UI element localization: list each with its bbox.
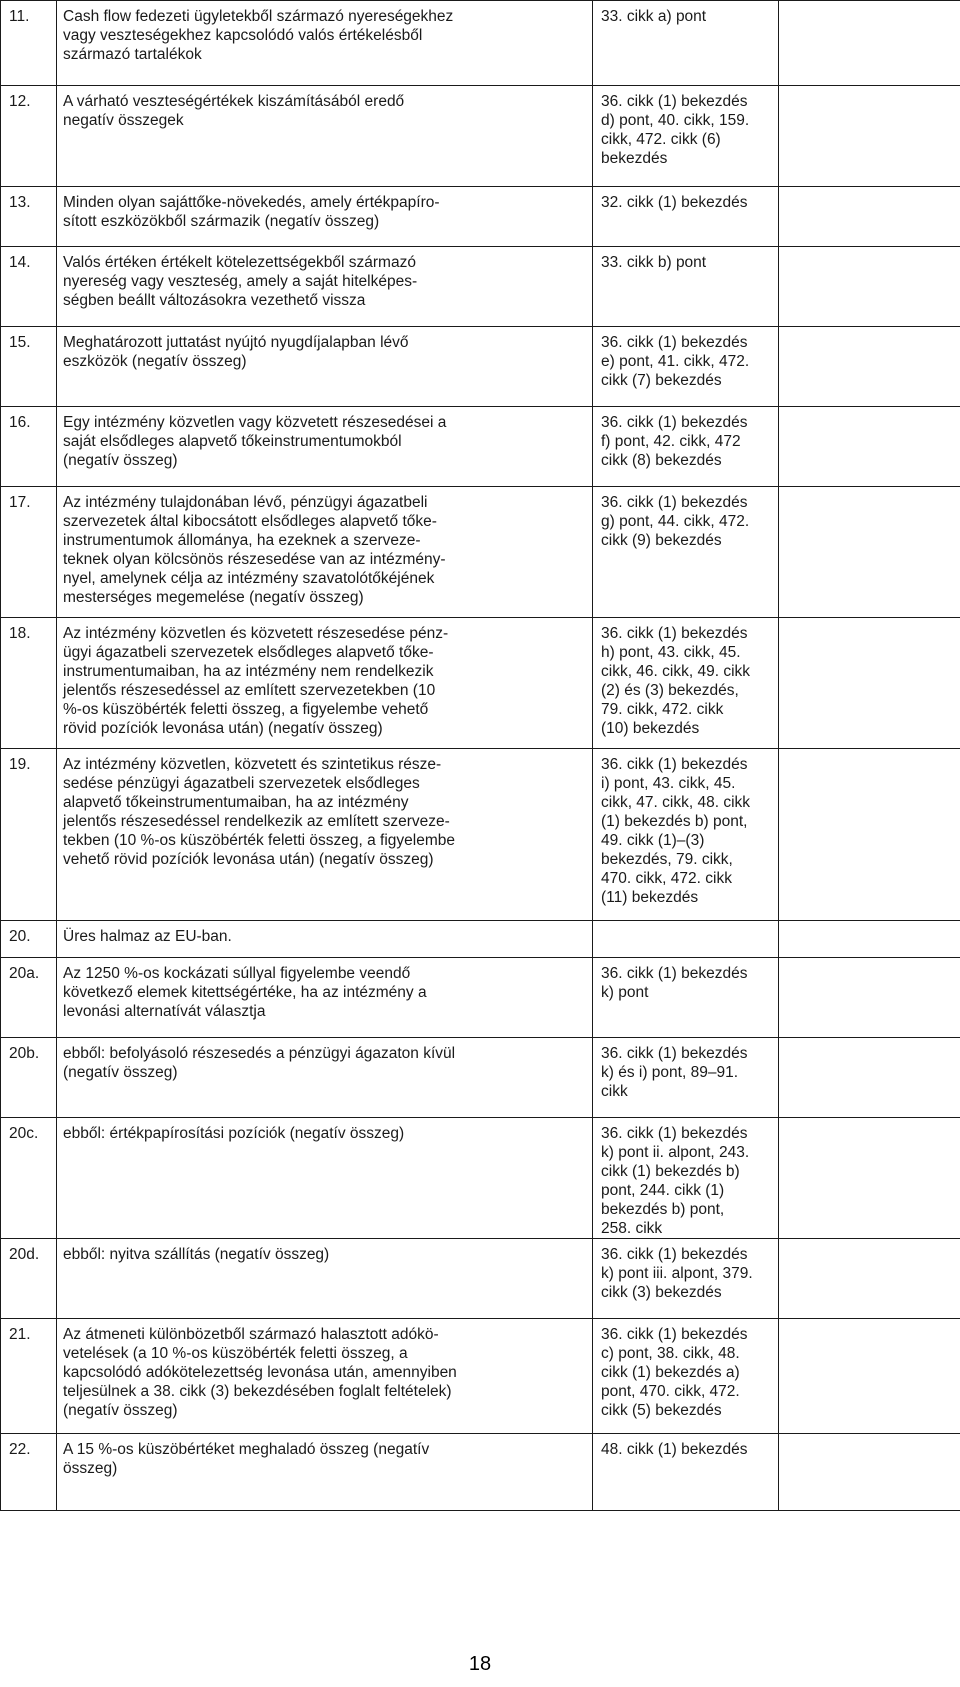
row-value (779, 921, 960, 958)
row-value (779, 618, 960, 749)
row-number: 20d. (1, 1239, 57, 1319)
table-row (1, 407, 960, 487)
row-number: 20b. (1, 1038, 57, 1118)
row-number: 17. (1, 487, 57, 618)
table-row (1, 958, 960, 1038)
row-legal-reference: 36. cikk (1) bekezdés g) pont, 44. cikk, 472. cikk (9) bekezdés (593, 487, 779, 618)
row-value (779, 407, 960, 487)
row-description: Az intézmény tulajdonában lévő, pénzügyi ágazatbeli szervezetek által kibocsátott elsődleges alapvető tőke- instrumentumok állománya, ha ezeknek a szerveze- teknek olyan kölcsönös részesedése van az intézmény- nyel, amelynek célja az intézmény szavatolótőkéjének mesterséges megemelése (negatív összeg) (57, 487, 593, 618)
row-description: Az intézmény közvetlen, közvetett és szintetikus része- sedése pénzügyi ágazatbeli szervezetek elsődleges alapvető tőkeinstrumentumaiban, ha az intézmény jelentős részesedéssel rendelkezik az említett szerveze- tekben (10 %-os küszöbérték feletti összeg, a figyelembe vehető rövid pozíciók levonása után) (negatív összeg) (57, 749, 593, 921)
row-number: 21. (1, 1319, 57, 1434)
row-value (779, 1038, 960, 1118)
row-number: 13. (1, 187, 57, 247)
row-description: Az 1250 %-os kockázati súllyal figyelembe veendő következő elemek kitettségértéke, ha az intézmény a levonási alternatívát választja (57, 958, 593, 1038)
table-row (1, 247, 960, 327)
row-value (779, 958, 960, 1038)
row-description: ebből: nyitva szállítás (negatív összeg) (57, 1239, 593, 1319)
row-legal-reference: 36. cikk (1) bekezdés k) és i) pont, 89–91. cikk (593, 1038, 779, 1118)
row-number: 14. (1, 247, 57, 327)
row-description: A 15 %-os küszöbértéket meghaladó összeg (negatív összeg) (57, 1434, 593, 1511)
row-legal-reference: 36. cikk (1) bekezdés k) pont iii. alpont, 379. cikk (3) bekezdés (593, 1239, 779, 1319)
table-row (1, 1434, 960, 1511)
row-legal-reference: 32. cikk (1) bekezdés (593, 187, 779, 247)
row-legal-reference: 36. cikk (1) bekezdés f) pont, 42. cikk, 472 cikk (8) bekezdés (593, 407, 779, 487)
table-row (1, 1239, 960, 1319)
row-value (779, 1434, 960, 1511)
row-description: Meghatározott juttatást nyújtó nyugdíjalapban lévő eszközök (negatív összeg) (57, 327, 593, 407)
table-row (1, 749, 960, 921)
row-legal-reference: 36. cikk (1) bekezdés k) pont ii. alpont, 243. cikk (1) bekezdés b) pont, 244. cikk (1) bekezdés b) pont, 258. cikk (593, 1118, 779, 1239)
table-row (1, 1, 960, 86)
row-value (779, 1, 960, 86)
table-row (1, 1118, 960, 1239)
row-description: Egy intézmény közvetlen vagy közvetett részesedései a saját elsődleges alapvető tőkeinstrumentumokból (negatív összeg) (57, 407, 593, 487)
row-number: 11. (1, 1, 57, 86)
row-number: 22. (1, 1434, 57, 1511)
row-description: ebből: befolyásoló részesedés a pénzügyi ágazaton kívül (negatív összeg) (57, 1038, 593, 1118)
table-row (1, 327, 960, 407)
row-description: Az intézmény közvetlen és közvetett részesedése pénz- ügyi ágazatbeli szervezetek elsődleges alapvető tőke- instrumentumaiban, ha az intézmény nem rendelkezik jelentős részesedéssel az említett szervezetekben (10 %-os küszöbérték feletti összeg, a figyelembe vehető rövid pozíciók levonása után) (negatív összeg) (57, 618, 593, 749)
row-legal-reference: 33. cikk a) pont (593, 1, 779, 86)
row-description: Az átmeneti különbözetből származó halasztott adókö- vetelések (a 10 %-os küszöbérték feletti összeg, a kapcsolódó adókötelezettség levonása után, amennyiben teljesülnek a 38. cikk (3) bekezdésében foglalt feltételek) (negatív összeg) (57, 1319, 593, 1434)
row-legal-reference: 36. cikk (1) bekezdés h) pont, 43. cikk, 45. cikk, 46. cikk, 49. cikk (2) és (3) bekezdés, 79. cikk, 472. cikk (10) bekezdés (593, 618, 779, 749)
page-number: 18 (468, 1653, 492, 1675)
table-body (1, 1, 960, 1511)
row-value (779, 1118, 960, 1239)
row-value (779, 187, 960, 247)
row-number: 19. (1, 749, 57, 921)
row-legal-reference: 48. cikk (1) bekezdés (593, 1434, 779, 1511)
table-row (1, 1038, 960, 1118)
row-value (779, 487, 960, 618)
row-description: Minden olyan sajáttőke-növekedés, amely értékpapíro- sított eszközökből származik (negatív összeg) (57, 187, 593, 247)
row-value (779, 327, 960, 407)
table-row (1, 487, 960, 618)
row-value (779, 1319, 960, 1434)
row-value (779, 86, 960, 187)
row-value (779, 1239, 960, 1319)
row-description: Valós értéken értékelt kötelezettségekből származó nyereség vagy veszteség, amely a saját hitelképes- ségben beállt változásokra vezethető vissza (57, 247, 593, 327)
row-description: Üres halmaz az EU-ban. (57, 921, 593, 958)
row-legal-reference: 36. cikk (1) bekezdés e) pont, 41. cikk, 472. cikk (7) bekezdés (593, 327, 779, 407)
row-number: 20. (1, 921, 57, 958)
row-number: 15. (1, 327, 57, 407)
row-legal-reference: 36. cikk (1) bekezdés i) pont, 43. cikk, 45. cikk, 47. cikk, 48. cikk (1) bekezdés b) pont, 49. cikk (1)–(3) bekezdés, 79. cikk, 470. cikk, 472. cikk (11) bekezdés (593, 749, 779, 921)
table-row (1, 618, 960, 749)
row-legal-reference: 36. cikk (1) bekezdés d) pont, 40. cikk, 159. cikk, 472. cikk (6) bekezdés (593, 86, 779, 187)
row-legal-reference: 33. cikk b) pont (593, 247, 779, 327)
row-number: 18. (1, 618, 57, 749)
table-row (1, 86, 960, 187)
table-row (1, 1319, 960, 1434)
row-legal-reference: 36. cikk (1) bekezdés c) pont, 38. cikk, 48. cikk (1) bekezdés a) pont, 470. cikk, 472. cikk (5) bekezdés (593, 1319, 779, 1434)
row-description: Cash flow fedezeti ügyletekből származó nyereségekhez vagy veszteségekhez kapcsolódó valós értékelésből származó tartalékok (57, 1, 593, 86)
row-number: 20a. (1, 958, 57, 1038)
row-legal-reference: 36. cikk (1) bekezdés k) pont (593, 958, 779, 1038)
row-number: 12. (1, 86, 57, 187)
row-description: A várható veszteségértékek kiszámításából eredő negatív összegek (57, 86, 593, 187)
table-row (1, 187, 960, 247)
row-description: ebből: értékpapírosítási pozíciók (negatív összeg) (57, 1118, 593, 1239)
table-row (1, 921, 960, 958)
row-legal-reference (593, 921, 779, 958)
row-value (779, 247, 960, 327)
row-number: 16. (1, 407, 57, 487)
row-number: 20c. (1, 1118, 57, 1239)
row-value (779, 749, 960, 921)
